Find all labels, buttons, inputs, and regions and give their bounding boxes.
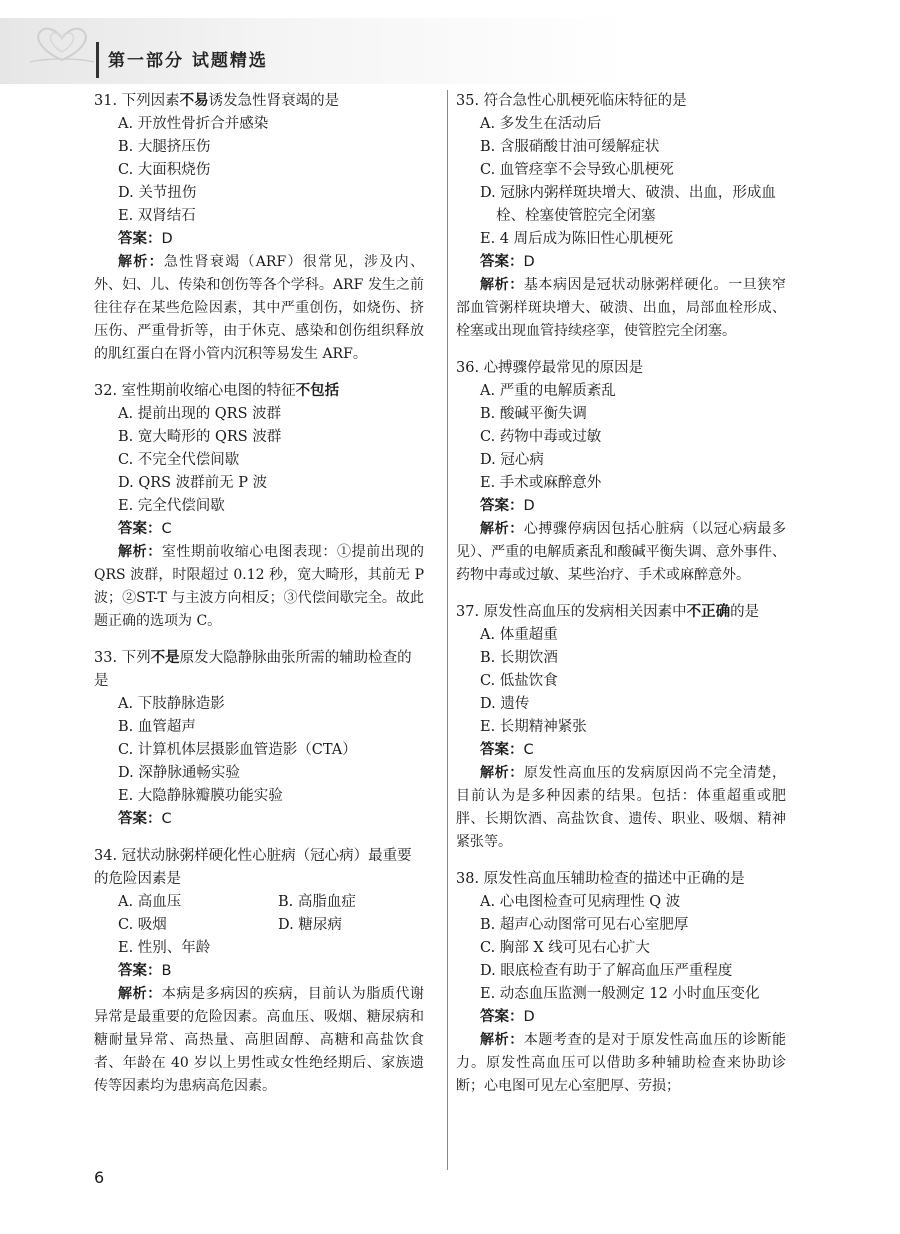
answer-value: B: [161, 963, 172, 979]
explanation: [94, 251, 424, 366]
explanation-text: 原发性高血压的发病原因尚不完全清楚，目前认为是多种因素的结果。包括：体重超重或肥胖、长期饮酒、高盐饮食、遗传、职业、吸烟、精神紧张等。: [456, 765, 787, 850]
answer-value: D: [523, 1009, 535, 1025]
question-number: 36.: [456, 360, 480, 376]
option: D. 糖尿病: [278, 917, 342, 933]
option: C. 低盐饮食: [480, 673, 558, 689]
option: D. QRS 波群前无 P 波: [118, 475, 268, 491]
answer-label: 答案：: [480, 254, 524, 270]
answer-label: 答案：: [118, 811, 162, 827]
answer: [94, 228, 424, 251]
answer-label: 答案：: [118, 521, 162, 537]
page-header: [0, 0, 900, 84]
stem-text: 的是: [730, 604, 760, 620]
option: A. 开放性骨折合并感染: [118, 116, 269, 132]
option: E. 完全代偿间歇: [118, 498, 225, 514]
option: B. 高脂血症: [278, 894, 356, 910]
publisher-logo-icon: [26, 22, 98, 66]
option: C. 吸烟: [118, 917, 167, 933]
explanation: [456, 274, 786, 343]
explanation: [94, 541, 424, 633]
explanation-label: 解析：: [118, 544, 162, 560]
option: C. 药物中毒或过敏: [480, 429, 602, 445]
answer-label: 答案：: [480, 742, 524, 758]
question-37: [456, 601, 786, 854]
option: D. 冠脉内粥样斑块增大、破溃、出血，形成血栓、栓塞使管腔完全闭塞: [480, 185, 776, 224]
stem-text: 符合急性心肌梗死临床特征的是: [483, 93, 687, 109]
stem-text: 诱发急性肾衰竭的是: [208, 93, 340, 109]
header-divider: [96, 42, 99, 78]
stem-text: 下列: [121, 650, 151, 666]
explanation-label: 解析：: [480, 277, 524, 293]
option: A. 心电图检查可见病理性 Q 波: [480, 894, 681, 910]
answer: [456, 251, 786, 274]
answer-value: C: [161, 811, 172, 827]
option: C. 大面积烧伤: [118, 162, 211, 178]
answer-label: 答案：: [118, 963, 162, 979]
stem-emphasis: 不易: [179, 93, 209, 109]
answer-label: 答案：: [480, 1009, 524, 1025]
stem-text: 心搏骤停最常见的原因是: [483, 360, 644, 376]
answer: [456, 495, 786, 518]
question-35: [456, 90, 786, 343]
option: C. 不完全代偿间歇: [118, 452, 240, 468]
explanation-label: 解析：: [480, 765, 524, 781]
answer: [456, 1006, 786, 1029]
option: B. 长期饮酒: [480, 650, 558, 666]
left-column: [94, 90, 424, 1112]
option: A. 高血压: [118, 894, 182, 910]
option: D. 关节扭伤: [118, 185, 197, 201]
option: A. 多发生在活动后: [480, 116, 602, 132]
question-stem: [456, 357, 786, 380]
stem-emphasis: 不是: [150, 650, 180, 666]
question-stem: [94, 90, 424, 113]
answer-value: C: [161, 521, 172, 537]
question-31: [94, 90, 424, 366]
option: E. 4 周后成为陈旧性心肌梗死: [480, 231, 674, 247]
option: C. 计算机体层摄影血管造影（CTA）: [118, 742, 357, 758]
right-column: [456, 90, 786, 1112]
explanation-text: 本病是多病因的疾病，目前认为脂质代谢异常是最重要的危险因素。高血压、吸烟、糖尿病和糖耐量异常、高热量、高胆固醇、高糖和高盐饮食者、年龄在 40 岁以上男性或女性绝经期后、家族遗传等因素均为患病高危因素。: [94, 986, 425, 1094]
answer-label: 答案：: [118, 231, 162, 247]
explanation: [456, 762, 786, 854]
explanation-text: 基本病因是冠状动脉粥样硬化。一旦狭窄部血管粥样斑块增大、破溃、出血，局部血栓形成、栓塞或出现血管持续痉挛，使管腔完全闭塞。: [456, 277, 787, 339]
option: E. 长期精神紧张: [480, 719, 587, 735]
option: A. 下肢静脉造影: [118, 696, 225, 712]
option: B. 大腿挤压伤: [118, 139, 211, 155]
question-38: [456, 868, 786, 1098]
question-number: 33.: [94, 650, 118, 666]
explanation-text: 本题考查的是对于原发性高血压的诊断能力。原发性高血压可以借助多种辅助检查来协助诊断；心电图可见左心室肥厚、劳损；: [456, 1032, 787, 1094]
stem-emphasis: 不正确: [686, 604, 731, 620]
question-number: 34.: [94, 848, 118, 864]
option: A. 提前出现的 QRS 波群: [118, 406, 282, 422]
explanation-text: 急性肾衰竭（ARF）很常见，涉及内、外、妇、儿、传染和创伤等各个学科。ARF 发生之前往往存在某些危险因素，其中严重创伤，如烧伤、挤压伤、严重骨折等，由于休克、感染和创伤组织释放的肌红蛋白在肾小管内沉积等易发生 ARF。: [94, 254, 424, 362]
question-number: 32.: [94, 383, 118, 399]
question-stem: [94, 647, 424, 693]
option: D. 眼底检查有助于了解高血压严重程度: [480, 963, 733, 979]
page-number: 6: [94, 1168, 105, 1187]
section-title: 第一部分 试题精选: [108, 51, 268, 71]
question-36: [456, 357, 786, 587]
explanation-label: 解析：: [118, 986, 162, 1002]
option: B. 宽大畸形的 QRS 波群: [118, 429, 282, 445]
option: E. 手术或麻醉意外: [480, 475, 602, 491]
option: E. 大隐静脉瓣膜功能实验: [118, 788, 283, 804]
stem-text: 冠状动脉粥样硬化性心脏病（冠心病）最重要的危险因素是: [94, 848, 412, 887]
question-stem: [94, 380, 424, 403]
option: D. 遗传: [480, 696, 530, 712]
option: B. 血管超声: [118, 719, 196, 735]
answer-value: D: [523, 254, 535, 270]
stem-text: 原发性高血压辅助检查的描述中正确的是: [483, 871, 745, 887]
option: A. 体重超重: [480, 627, 558, 643]
question-33: [94, 647, 424, 831]
answer-value: C: [523, 742, 534, 758]
option: A. 严重的电解质紊乱: [480, 383, 616, 399]
answer-label: 答案：: [480, 498, 524, 514]
stem-text: 室性期前收缩心电图的特征: [121, 383, 296, 399]
option: B. 超声心动图常可见右心室肥厚: [480, 917, 689, 933]
explanation-text: 心搏骤停病因包括心脏病（以冠心病最多见）、严重的电解质紊乱和酸碱平衡失调、意外事件、药物中毒或过敏、某些治疗、手术或麻醉意外。: [456, 521, 787, 583]
answer-value: D: [523, 498, 535, 514]
stem-text: 原发大隐静脉曲张所需的辅助检查的是: [94, 650, 412, 689]
option: B. 含服硝酸甘油可缓解症状: [480, 139, 660, 155]
explanation-label: 解析：: [480, 1032, 524, 1048]
question-stem: [456, 601, 786, 624]
option: D. 冠心病: [480, 452, 544, 468]
question-34: [94, 845, 424, 1098]
question-number: 37.: [456, 604, 480, 620]
explanation: [94, 983, 424, 1098]
answer-value: D: [161, 231, 173, 247]
stem-emphasis: 不包括: [295, 383, 340, 399]
column-divider: [447, 90, 448, 1170]
option: E. 动态血压监测一般测定 12 小时血压变化: [480, 986, 760, 1002]
stem-text: 原发性高血压的发病相关因素中: [483, 604, 687, 620]
option: C. 胸部 X 线可见右心扩大: [480, 940, 650, 956]
explanation: [456, 1029, 786, 1098]
answer: [94, 960, 424, 983]
answer: [456, 739, 786, 762]
option: D. 深静脉通畅实验: [118, 765, 240, 781]
option: E. 双肾结石: [118, 208, 196, 224]
question-number: 38.: [456, 871, 480, 887]
option: B. 酸碱平衡失调: [480, 406, 587, 422]
question-32: [94, 380, 424, 633]
question-number: 31.: [94, 93, 118, 109]
answer: [94, 808, 424, 831]
option: C. 血管痉挛不会导致心肌梗死: [480, 162, 674, 178]
question-number: 35.: [456, 93, 480, 109]
question-stem: [456, 90, 786, 113]
explanation-label: 解析：: [118, 254, 164, 270]
explanation-label: 解析：: [480, 521, 524, 537]
explanation-text: 室性期前收缩心电图表现：①提前出现的 QRS 波群，时限超过 0.12 秒，宽大畸形，其前无 P 波；②ST-T 与主波方向相反；③代偿间歇完全。故此题正确的选项为 C。: [94, 544, 425, 629]
stem-text: 下列因素: [121, 93, 180, 109]
explanation: [456, 518, 786, 587]
option: E. 性别、年龄: [118, 940, 211, 956]
question-stem: [94, 845, 424, 891]
answer: [94, 518, 424, 541]
option-grid: [118, 891, 424, 937]
question-stem: [456, 868, 786, 891]
